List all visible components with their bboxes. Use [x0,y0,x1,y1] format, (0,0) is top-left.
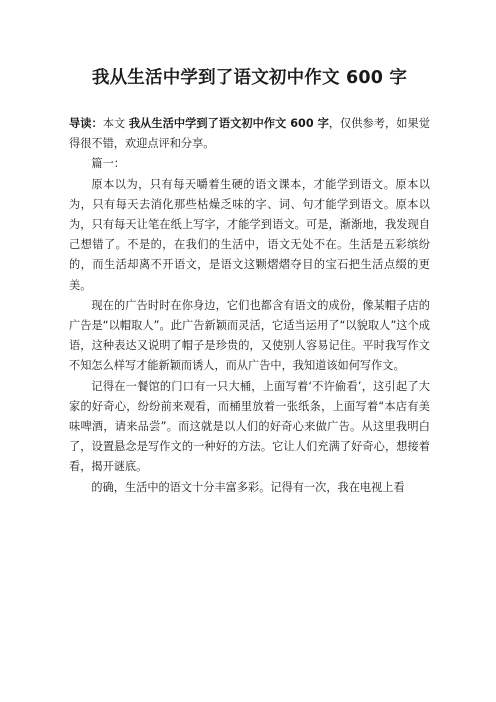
intro-prefix: 本文 [102,117,129,130]
document-title: 我从生活中学到了语文初中作文 600 字 [91,68,408,88]
intro-lead-title: 我从生活中学到了语文初中作文 600 字 [128,117,329,130]
intro-suffix: ，仅供参考，如果觉得很不错，欢迎点评和分享。 [69,117,430,151]
body-paragraph-1: 原本以为，只有每天嚼着生硬的语文课本，才能学到语文。原本以为，只有每天去消化那些枯燥乏味的字、词、句才能学到语文。原本以为，只有每天让笔在纸上写字，才能学到语文。可是，渐渐地，我发现自己想错了。不是的，在我们的生活中，语文无处不在。生活是五彩缤纷的，而生活却离不开语文，是语文这颗熠熠夺目的宝石把生活点缀的更美。 [69,177,430,292]
body-paragraph-2: 现在的广告时时在你身边，它们也都含有语文的成份，像某帽子店的广告是“以帽取人”。此广告新颖而灵活，它适当运用了“以貌取人”这个成语，这种表达又说明了帽子是珍贵的，又使别人容易记住。平时我写作文不知怎么样写才能新颖而诱人，而从广告中，我知道该如何写作文。 [69,298,430,373]
body-paragraph-3: 记得在一餐馆的门口有一只大桶，上面写着‘不许偷看’，这引起了大家的好奇心，纷纷前来观看，而桶里放着一张纸条，上面写着“本店有美味啤酒，请来品尝”。而这就是以人们的好奇心来做广告。从这里我明白了，设置悬念是写作文的一种好的方法。它让人们充满了好奇心，想接着看，揭开谜底。 [69,379,430,474]
intro-paragraph [69,114,430,154]
body-paragraph-4: 的确，生活中的语文十分丰富多彩。记得有一次，我在电视上看 [91,480,405,494]
section-label: 篇一： [91,157,125,171]
intro-lead-label: 导读： [69,117,103,130]
